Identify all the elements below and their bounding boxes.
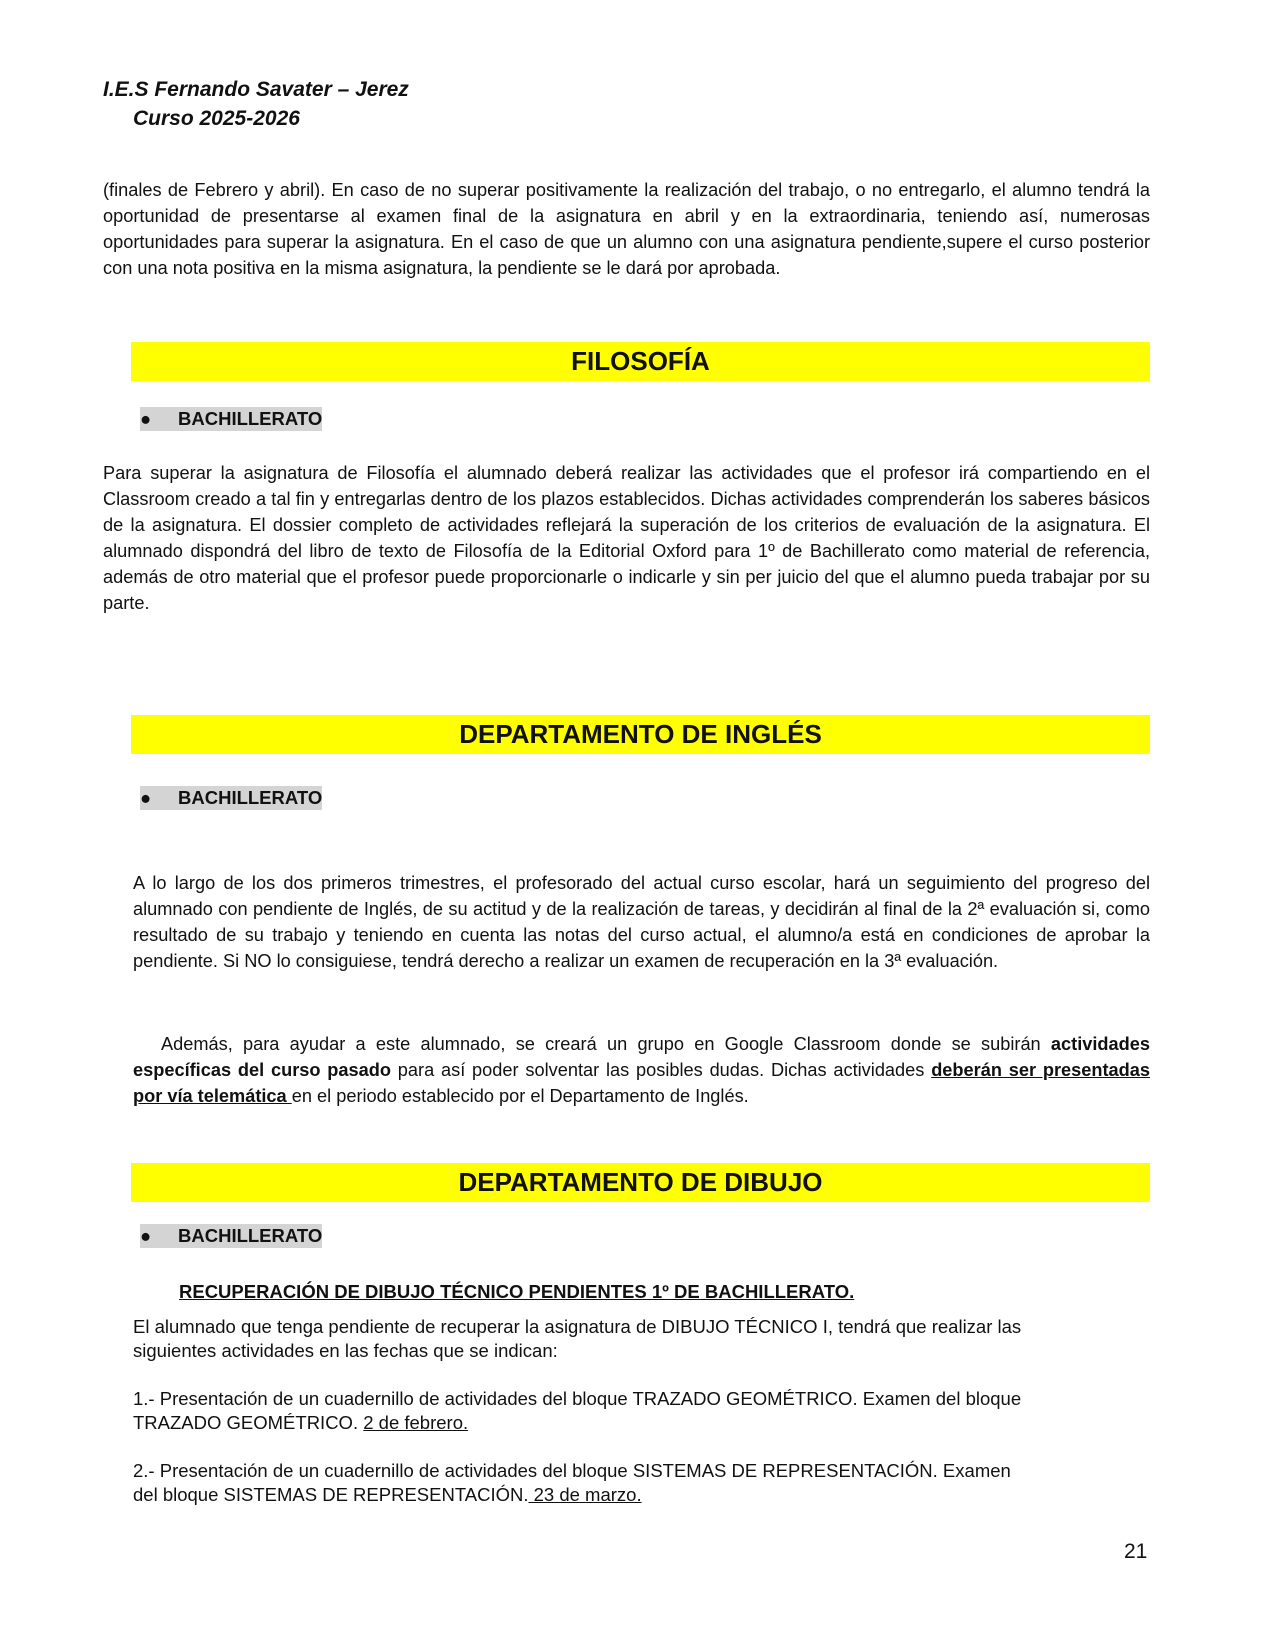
filosofia-bullet-highlight: [140, 407, 322, 431]
ingles-paragraph-1: A lo largo de los dos primeros trimestres, el profesorado del actual curso escolar, hará un seguimiento del progreso del alumnado con pendiente de Inglés, de su actitud y de la realización de tareas, y decidirán al final de la 2ª evaluación si, como resultado de su trabajo y teniendo en cuenta las notas del curso actual, el alumno/a está en condiciones de aprobar la pendiente. Si NO lo consiguiese, tendrá derecho a realizar un examen de recuperación en la 3ª evaluación.: [133, 873, 1150, 971]
ingles-title: DEPARTAMENTO DE INGLÉS: [459, 719, 822, 749]
filosofia-paragraph: Para superar la asignatura de Filosofía el alumnado deberá realizar las actividades que el profesor irá compartiendo en el Classroom creado a tal fin y entregarlas dentro de los plazos establecidos. Dichas actividades comprenderán los saberes básicos de la asignatura. El dossier completo de actividades reflejará la superación de los criterios de evaluación de la asignatura. El alumnado dispondrá del libro de texto de Filosofía de la Editorial Oxford para 1º de Bachillerato como material de referencia, además de otro material que el profesor puede proporcionarle o indicarle y sin per juicio del que el alumno pueda trabajar por su parte.: [103, 463, 1150, 613]
dibujo-banner: [131, 1163, 1150, 1202]
dibujo-item-2-text: del bloque SISTEMAS DE REPRESENTACIÓN.: [133, 1484, 529, 1505]
dibujo-item-1-date: 2 de febrero.: [363, 1412, 469, 1433]
dibujo-item-1-line-2: [133, 1411, 468, 1435]
ingles-bullet: [140, 787, 322, 809]
page-number: 21: [1124, 1540, 1148, 1563]
bullet-dot-icon: ●: [140, 408, 152, 429]
ingles-bullet-label: BACHILLERATO: [178, 787, 323, 808]
dibujo-item-2-date: 23 de marzo.: [528, 1484, 642, 1505]
dibujo-item-1-text: TRAZADO GEOMÉTRICO.: [133, 1412, 364, 1433]
filosofia-title: FILOSOFÍA: [571, 346, 710, 376]
ingles-paragraph-2: [133, 1031, 1150, 1109]
school-name: I.E.S Fernando Savater – Jerez: [103, 78, 409, 101]
dibujo-bullet-label: BACHILLERATO: [178, 1225, 323, 1246]
bullet-dot-icon: ●: [140, 787, 152, 808]
filosofia-bullet-label: BACHILLERATO: [178, 408, 323, 429]
dibujo-intro-line-2: siguientes actividades en las fechas que se indican:: [133, 1340, 558, 1361]
ingles-para2-text-c: en el periodo establecido por el Departamento de Inglés.: [291, 1086, 749, 1106]
dibujo-bullet: [140, 1225, 322, 1247]
ingles-bullet-highlight: [140, 786, 322, 810]
ingles-para2-text-b: para así poder solventar las posibles dudas. Dichas actividades: [390, 1060, 932, 1080]
ingles-banner: [131, 715, 1150, 754]
filosofia-bullet: [140, 408, 322, 430]
dibujo-item-2-line-2: [133, 1483, 642, 1507]
bullet-dot-icon: ●: [140, 1225, 152, 1246]
dibujo-item-2-line-1: 2.- Presentación de un cuadernillo de actividades del bloque SISTEMAS DE REPRESENTACIÓN. Examen: [133, 1460, 1011, 1481]
dibujo-item-1-line-1: 1.- Presentación de un cuadernillo de actividades del bloque TRAZADO GEOMÉTRICO. Examen del bloque: [133, 1388, 1022, 1409]
dibujo-title: DEPARTAMENTO DE DIBUJO: [458, 1167, 823, 1197]
dibujo-subheading: RECUPERACIÓN DE DIBUJO TÉCNICO PENDIENTES 1º DE BACHILLERATO.: [179, 1281, 855, 1302]
ingles-para2-bold: actividades específicas del curso pasado: [133, 1034, 1150, 1080]
dibujo-intro-line-1: El alumnado que tenga pendiente de recuperar la asignatura de DIBUJO TÉCNICO I, tendrá que realizar las: [133, 1316, 1022, 1337]
ingles-para2-bold-underline: deberán ser presentadas por vía telemática: [133, 1060, 1151, 1106]
dibujo-bullet-highlight: [140, 1224, 322, 1248]
course-year: Curso 2025-2026: [133, 107, 300, 130]
intro-paragraph: (finales de Febrero y abril). En caso de no superar positivamente la realización del trabajo, o no entregarlo, el alumno tendrá la oportunidad de presentarse al examen final de la asignatura en abril y en la extraordinaria, teniendo así, numerosas oportunidades para superar la asignatura. En el caso de que un alumno con una asignatura pendiente,supere el curso posterior con una nota positiva en la misma asignatura, la pendiente se le dará por aprobada.: [103, 180, 1150, 278]
ingles-para2-text-a: Además, para ayudar a este alumnado, se creará un grupo en Google Classroom donde se subirán: [161, 1034, 1051, 1054]
filosofia-banner: [131, 342, 1150, 381]
